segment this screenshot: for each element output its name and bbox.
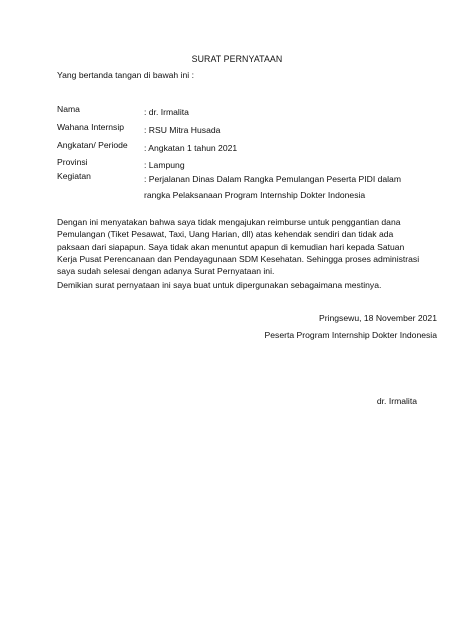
field-label: Wahana Internsip [57,122,125,132]
field-label: Kegiatan [57,171,91,181]
statement-paragraph: Dengan ini menyatakan bahwa saya tidak mengajukan reimburse untuk penggantian dana Pemulangan (Tiket Pesawat, Taxi, Uang Harian, dll) atas kehendak sendiri dan tidak ada paksaan dari siapapun. Saya tidak akan menuntut apapun di kemudian hari kepada Satuan Kerja Pusat Perencanaan dan Pendayagunaan SDM Kesehatan. Sehingga proses administrasi saya sudah selesai dengan adanya Surat Pernyataan ini. [57,217,420,277]
field-label: Provinsi [57,157,88,167]
field-label: Angkatan/ Periode [57,140,128,150]
field-value: : dr. Irmalita [144,107,189,117]
document-title: SURAT PERNYATAAN [191,54,283,64]
field-value: : Lampung [144,160,185,170]
field-value: : Angkatan 1 tahun 2021 [144,143,238,153]
closing-paragraph: Demikian surat pernyataan ini saya buat untuk dipergunakan sebagaimana mestinya. [57,280,382,290]
signer-name: dr. Irmalita [376,396,417,406]
intro-text: Yang bertanda tangan di bawah ini : [57,70,194,80]
field-value: : RSU Mitra Husada [144,125,221,135]
place-date: Pringsewu, 18 November 2021 [319,313,437,323]
signatory-role: Peserta Program Internship Dokter Indonesia [264,330,437,340]
field-label: Nama [57,104,80,114]
field-value: : Perjalanan Dinas Dalam Rangka Pemulangan Peserta PIDI dalam rangka Pelaksanaan Program Internship Dokter Indonesia [144,174,401,200]
